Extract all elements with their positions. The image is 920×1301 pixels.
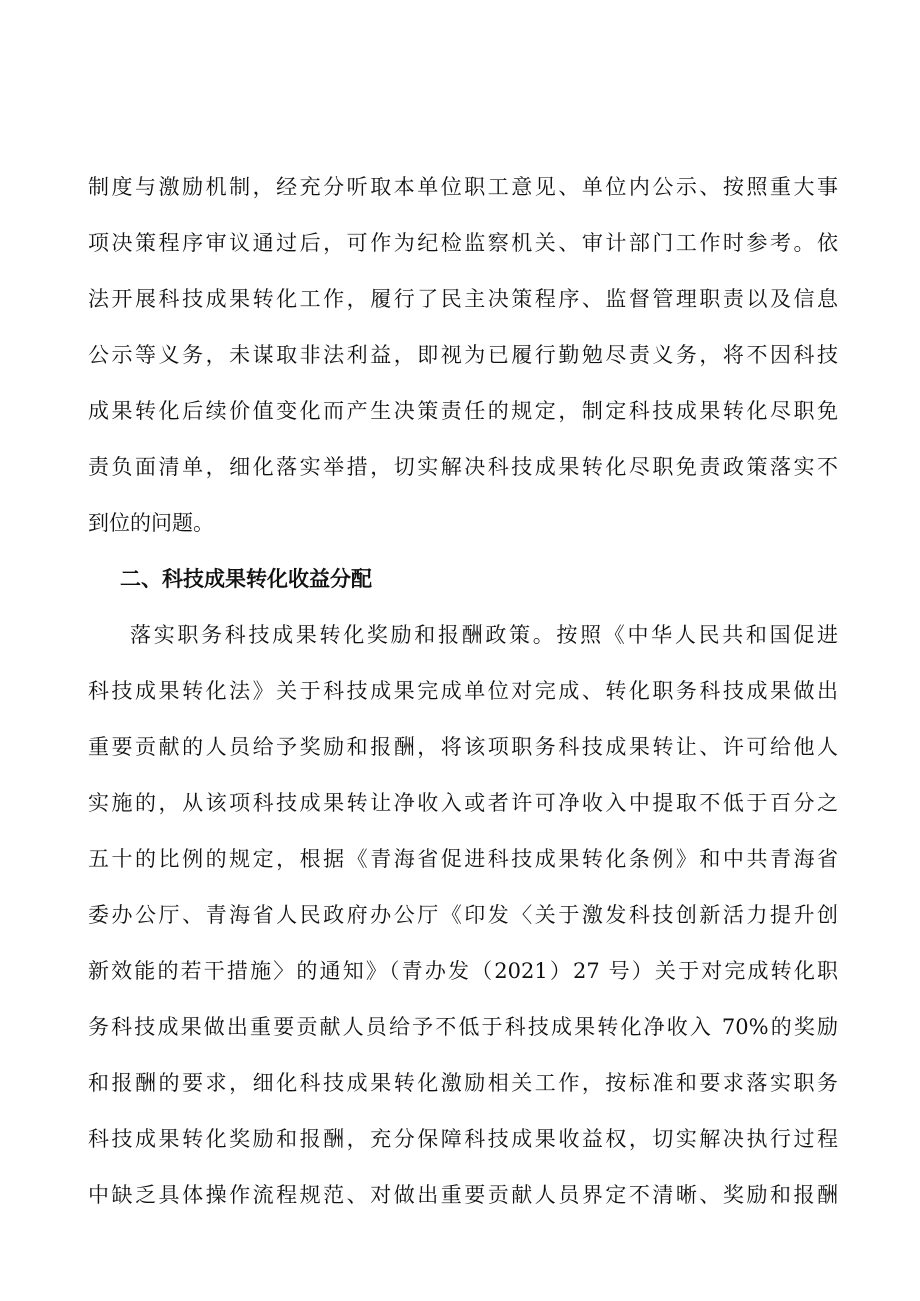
paragraph-1-line: 责负面清单，细化落实举措，切实解决科技成果转化尽职免责政策落实不 (88, 455, 838, 479)
paragraph-2-line: 务科技成果做出重要贡献人员给予不低于科技成果转化净收入 70%的奖励 (88, 1015, 838, 1039)
paragraph-2-line: 重要贡献的人员给予奖励和报酬，将该项职务科技成果转让、许可给他人 (88, 735, 838, 759)
paragraph-1-line: 项决策程序审议通过后，可作为纪检监察机关、审计部门工作时参考。依 (88, 231, 838, 255)
paragraph-2-line: 新效能的若干措施〉的通知》（青办发（2021）27 号）关于对完成转化职 (88, 959, 838, 983)
paragraph-2-line: 五十的比例的规定，根据《青海省促进科技成果转化条例》和中共青海省 (88, 847, 838, 871)
paragraph-2-line: 委办公厅、青海省人民政府办公厅《印发〈关于激发科技创新活力提升创 (88, 903, 838, 927)
paragraph-2-line: 中缺乏具体操作流程规范、对做出重要贡献人员界定不清晰、奖励和报酬 (88, 1183, 838, 1207)
paragraph-2-line: 科技成果转化奖励和报酬，充分保障科技成果收益权，切实解决执行过程 (88, 1127, 838, 1151)
paragraph-2-line: 科技成果转化法》关于科技成果完成单位对完成、转化职务科技成果做出 (88, 679, 838, 703)
paragraph-2-line: 落实职务科技成果转化奖励和报酬政策。按照《中华人民共和国促进 (130, 623, 838, 647)
section-heading: 二、科技成果转化收益分配 (120, 567, 372, 591)
paragraph-1-line: 到位的问题。 (88, 511, 214, 535)
paragraph-1-line: 制度与激励机制，经充分听取本单位职工意见、单位内公示、按照重大事 (88, 175, 838, 199)
paragraph-1-line: 成果转化后续价值变化而产生决策责任的规定，制定科技成果转化尽职免 (88, 399, 838, 423)
paragraph-2-line: 实施的，从该项科技成果转让净收入或者许可净收入中提取不低于百分之 (88, 791, 838, 815)
paragraph-2-line: 和报酬的要求，细化科技成果转化激励相关工作，按标准和要求落实职务 (88, 1071, 838, 1095)
paragraph-1-line: 法开展科技成果转化工作，履行了民主决策程序、监督管理职责以及信息 (88, 287, 838, 311)
paragraph-1-line: 公示等义务，未谋取非法利益，即视为已履行勤勉尽责义务，将不因科技 (88, 343, 838, 367)
